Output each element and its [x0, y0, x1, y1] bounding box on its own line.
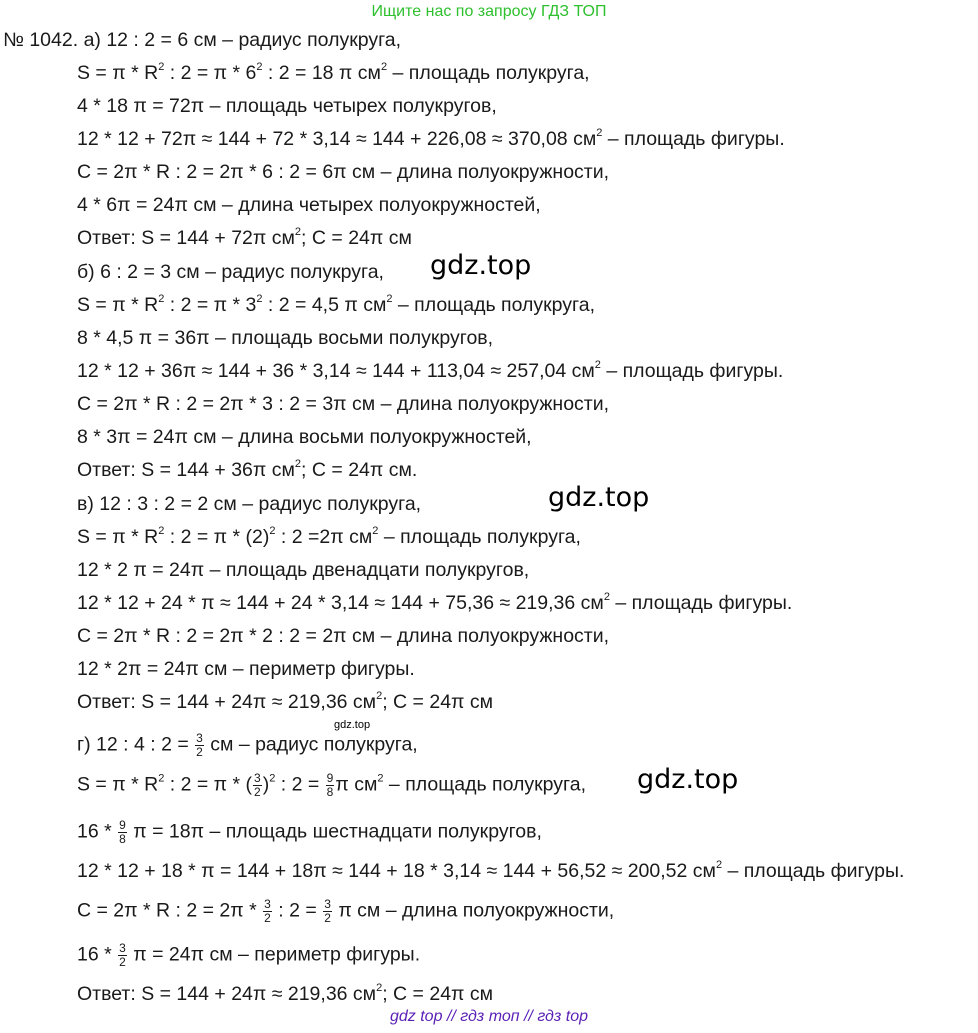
c-line-6: 12 * 2π = 24π см – периметр фигуры. — [77, 658, 415, 680]
fraction-3-2: $\frac{3}{2}$ — [254, 771, 261, 799]
fraction-3-2: $\frac{3}{2}$ — [119, 941, 126, 969]
a-line-5: С = 2π * R : 2 = 2π * 6 : 2 = 6π см – длина полуокружности, — [77, 161, 610, 183]
problem-heading — [3, 28, 401, 52]
c-line-2: $S = \pi * R^2$ : $2 = \pi * (2)^2$ : 2 =2π $см^2$ – площадь полукруга, — [77, 525, 581, 548]
c-answer: Ответ: S = 144 + 24π ≈ 219,36 $см^2$; С = 24π см — [77, 690, 494, 713]
fraction-3-2: $\frac{3}{2}$ — [196, 731, 203, 759]
c-line-3: 12 * 2 π = 24π – площадь двенадцати полукругов, — [77, 559, 530, 581]
b-line-6: 8 * 3π = 24π см – длина восьми полуокружностей, — [77, 426, 532, 448]
watermark-gdz-top: gdz.top — [430, 250, 532, 281]
watermark-gdz-top-small: gdz.top — [334, 719, 371, 731]
b-line-2: $S = \pi * R^2$ : $2 = \pi * 3^2$ : 2 = 4,5 π $см^2$ – площадь полукруга, — [77, 293, 595, 316]
fraction-3-2: $\frac{3}{2}$ — [324, 897, 331, 925]
problem-number: № 1042. — [3, 29, 79, 51]
c-line-4: 12 * 12 + 24 * π ≈ 144 + 24 * 3,14 ≈ 144 + 75,36 ≈ 219,36 $см^2$ – площадь фигуры. — [77, 591, 793, 614]
a-line-1: 12 : 2 = 6 см – радиус полукруга, — [106, 29, 402, 51]
watermark-gdz-top: gdz.top — [637, 764, 739, 795]
watermark-gdz-top: gdz.top — [548, 482, 650, 513]
fraction-9-8: $\frac{9}{8}$ — [326, 771, 334, 799]
a-line-6: 4 * 6π = 24π см – длина четырех полуокружностей, — [77, 194, 541, 216]
b-answer: Ответ: S = 144 + 36π $см^2$; С = 24π см. — [77, 458, 418, 481]
a-line-4: 12 * 12 + 72π ≈ 144 + 72 * 3,14 ≈ 144 + 226,08 ≈ 370,08 $см^2$ – площадь фигуры. — [77, 127, 785, 150]
footer-watermark: gdz top // гдз топ // гдз top — [389, 1008, 588, 1025]
b-line-3: 8 * 4,5 π = 36π – площадь восьми полукругов, — [77, 327, 494, 349]
d-line-4: 12 * 12 + 18 * π = 144 + 18π ≈ 144 + 18 * 3,14 ≈ 144 + 56,52 ≈ 200,52 $см^2$ – площадь фигуры. — [77, 859, 905, 882]
c-line-1: в) 12 : 3 : 2 = 2 см – радиус полукруга, — [77, 493, 422, 515]
b-line-1: б) 6 : 2 = 3 см – радиус полукруга, — [77, 261, 384, 283]
fraction-9-8: $\frac{9}{8}$ — [119, 818, 126, 846]
d-line-3: 16 * $\frac{9}{8}$ π = 18π – площадь шестнадцати полукругов, — [77, 818, 542, 846]
part-a-label: а) — [83, 29, 101, 51]
d-line-5: С = 2π * R : 2 = 2π * $\frac{3}{2}$ : 2 = $\frac{3}{2}$ π см – длина полуокружности, — [77, 897, 615, 925]
b-line-4: 12 * 12 + 36π ≈ 144 + 36 * 3,14 ≈ 144 + 113,04 ≈ 257,04 $см^2$ – площадь фигуры. — [77, 359, 784, 382]
d-answer: Ответ: S = 144 + 24π ≈ 219,36 $см^2$; С = 24π см — [77, 982, 494, 1005]
b-line-5: С = 2π * R : 2 = 2π * 3 : 2 = 3π см – длина полуокружности, — [77, 393, 610, 415]
top-banner: Ищите нас по запросу ГДЗ ТОП — [371, 3, 607, 20]
d-line-1: г) 12 : 4 : 2 = $\frac{3}{2}$ см – радиус полукруга, — [77, 731, 418, 759]
d-line-2: $S = \pi * R^2$ : 2 = π * ( $\frac{3}{2}$ )$^2$ : 2 = $\frac{9}{8}$ π $см^2$ – площадь полукруга, — [77, 771, 586, 799]
fraction-3-2: $\frac{3}{2}$ — [264, 897, 271, 925]
a-line-3: 4 * 18 π = 72π – площадь четырех полукругов, — [77, 95, 497, 117]
a-answer: Ответ: S = 144 + 72π $см^2$; С = 24π см — [77, 226, 412, 249]
c-line-5: С = 2π * R : 2 = 2π * 2 : 2 = 2π см – длина полуокружности, — [77, 625, 610, 647]
a-line-2: $S = \pi * R^2$ : $2 = \pi * 6^2$ : 2 = 18 π $см^2$ – площадь полукруга, — [77, 61, 590, 84]
d-line-6: 16 * $\frac{3}{2}$ π = 24π см – периметр фигуры. — [77, 941, 421, 969]
